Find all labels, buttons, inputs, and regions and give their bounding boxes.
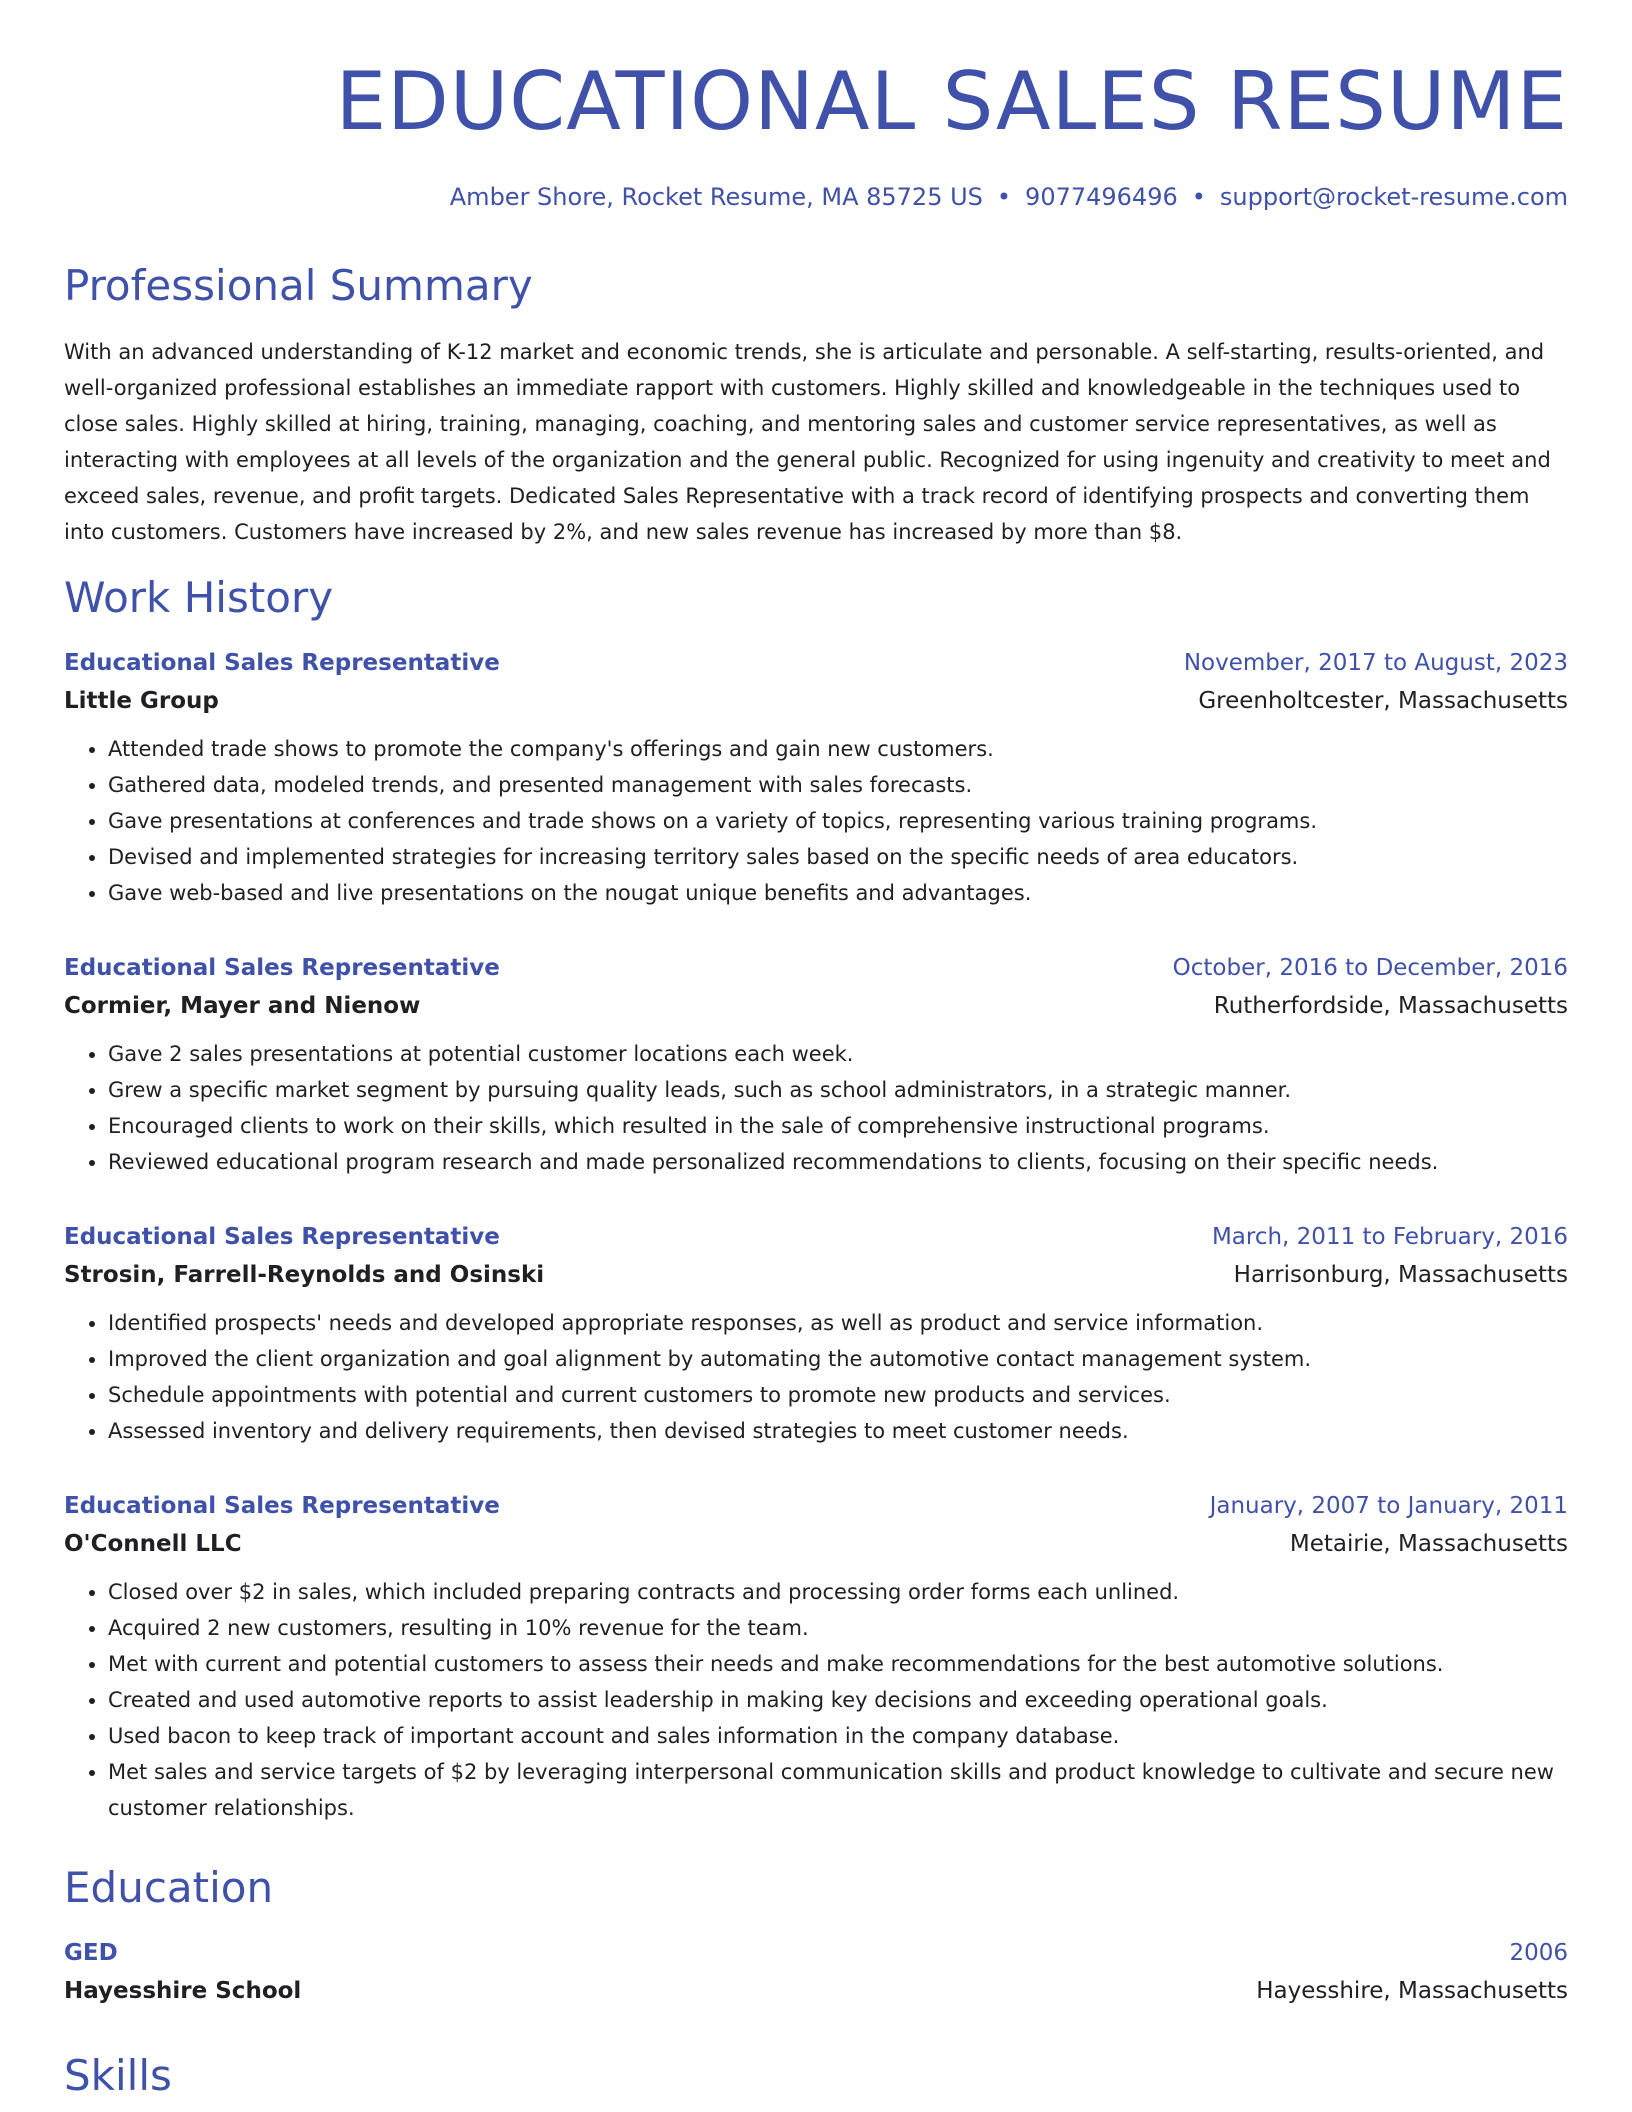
job-bullet: • Closed over $2 in sales, which included preparing contracts and processing order forms each unlined. — [108, 1574, 1568, 1610]
job-bullets — [64, 1574, 1568, 1826]
job-bullet: • Identified prospects' needs and developed appropriate responses, as well as product and service information. — [108, 1305, 1568, 1341]
job-dates: October, 2016 to December, 2016 — [1172, 955, 1568, 981]
job-company: Little Group — [64, 688, 219, 714]
education-degree-row — [64, 1935, 1568, 1971]
job-location: Metairie, Massachusetts — [1289, 1531, 1568, 1557]
job-bullet: • Attended trade shows to promote the company's offerings and gain new customers. — [108, 731, 1568, 767]
job-bullet: • Improved the client organization and goal alignment by automating the automotive contact management system. — [108, 1341, 1568, 1377]
job-title-row — [64, 645, 1568, 681]
job-bullets — [64, 1305, 1568, 1449]
job-company-row — [64, 1524, 1568, 1564]
job-bullet: • Acquired 2 new customers, resulting in 10% revenue for the team. — [108, 1610, 1568, 1646]
work-history-heading: Work History — [64, 573, 334, 622]
education-location: Hayesshire, Massachusetts — [1256, 1978, 1568, 2004]
job-company: Strosin, Farrell-Reynolds and Osinski — [64, 1262, 545, 1288]
job-title: Educational Sales Representative — [64, 955, 500, 981]
job-title-row — [64, 950, 1568, 986]
job-entry — [64, 645, 1568, 911]
job-company-row — [64, 986, 1568, 1026]
job-dates: January, 2007 to January, 2011 — [1209, 1493, 1568, 1519]
job-dates: March, 2011 to February, 2016 — [1211, 1224, 1568, 1250]
contact-email[interactable]: support@rocket-resume.com — [1219, 183, 1568, 211]
education-school-row — [64, 1971, 1568, 2011]
job-bullets — [64, 1036, 1568, 1180]
job-title: Educational Sales Representative — [64, 650, 500, 676]
job-bullet: • Met sales and service targets of $2 by leveraging interpersonal communication skills and product knowledge to cultivate and secure new customer relationships. — [108, 1754, 1568, 1826]
education-school: Hayesshire School — [64, 1978, 302, 2004]
job-bullet: • Schedule appointments with potential and current customers to promote new products and services. — [108, 1377, 1568, 1413]
education-degree: GED — [64, 1940, 118, 1966]
job-company: O'Connell LLC — [64, 1531, 242, 1557]
job-entry — [64, 1488, 1568, 1826]
job-title: Educational Sales Representative — [64, 1224, 500, 1250]
job-bullet: • Grew a specific market segment by pursuing quality leads, such as school administrators, in a strategic manner. — [108, 1072, 1568, 1108]
job-location: Greenholtcester, Massachusetts — [1198, 688, 1568, 714]
job-bullet: • Assessed inventory and delivery requirements, then devised strategies to meet customer needs. — [108, 1413, 1568, 1449]
job-bullet: • Encouraged clients to work on their skills, which resulted in the sale of comprehensive instructional programs. — [108, 1108, 1568, 1144]
job-bullet: • Used bacon to keep track of important account and sales information in the company database. — [108, 1718, 1568, 1754]
summary-heading: Professional Summary — [64, 261, 533, 310]
resume-title: EDUCATIONAL SALES RESUME — [335, 55, 1568, 148]
job-title: Educational Sales Representative — [64, 1493, 500, 1519]
job-location: Harrisonburg, Massachusetts — [1233, 1262, 1568, 1288]
job-bullet: • Gathered data, modeled trends, and presented management with sales forecasts. — [108, 767, 1568, 803]
job-bullet: • Gave web-based and live presentations on the nougat unique benefits and advantages. — [108, 875, 1568, 911]
job-company-row — [64, 1255, 1568, 1295]
job-bullet: • Created and used automotive reports to assist leadership in making key decisions and exceeding operational goals. — [108, 1682, 1568, 1718]
summary-text: With an advanced understanding of K-12 market and economic trends, she is articulate and personable. A self-starting, results-oriented, and well-organized professional establishes an immediate rapport with customers. Highly skilled and knowledgeable in the techniques used to close sales. Highly skilled at hiring, training, managing, coaching, and mentoring sales and customer service representatives, as well as interacting with employees at all levels of the organization and the general public. Recognized for using ingenuity and creativity to meet and exceed sales, revenue, and profit targets. Dedicated Sales Representative with a track record of identifying prospects and converting them into customers. Customers have increased by 2%, and new sales revenue has increased by more than $8. — [64, 340, 1551, 544]
contact-line — [450, 181, 1568, 213]
job-title-row — [64, 1488, 1568, 1524]
job-dates: November, 2017 to August, 2023 — [1183, 650, 1568, 676]
contact-phone: 9077496496 — [1025, 183, 1178, 211]
job-location: Rutherfordside, Massachusetts — [1213, 993, 1568, 1019]
job-bullet: • Gave presentations at conferences and trade shows on a variety of topics, representing various training programs. — [108, 803, 1568, 839]
job-bullet: • Gave 2 sales presentations at potential customer locations each week. — [108, 1036, 1568, 1072]
job-company: Cormier, Mayer and Nienow — [64, 993, 421, 1019]
contact-address: Amber Shore, Rocket Resume, MA 85725 US — [449, 183, 983, 211]
education-year: 2006 — [1509, 1940, 1568, 1966]
contact-separator: • — [996, 183, 1012, 211]
education-heading: Education — [64, 1863, 274, 1912]
job-bullet: • Met with current and potential customers to assess their needs and make recommendations for the best automotive solutions. — [108, 1646, 1568, 1682]
job-bullet: • Devised and implemented strategies for increasing territory sales based on the specific needs of area educators. — [108, 839, 1568, 875]
job-company-row — [64, 681, 1568, 721]
job-entry — [64, 950, 1568, 1180]
education-entry — [64, 1935, 1568, 2011]
job-bullet: • Reviewed educational program research and made personalized recommendations to clients, focusing on their specific needs. — [108, 1144, 1568, 1180]
contact-separator: • — [1191, 183, 1206, 211]
job-entry — [64, 1219, 1568, 1449]
job-title-row — [64, 1219, 1568, 1255]
job-bullets — [64, 731, 1568, 911]
skills-heading: Skills — [64, 2051, 172, 2100]
